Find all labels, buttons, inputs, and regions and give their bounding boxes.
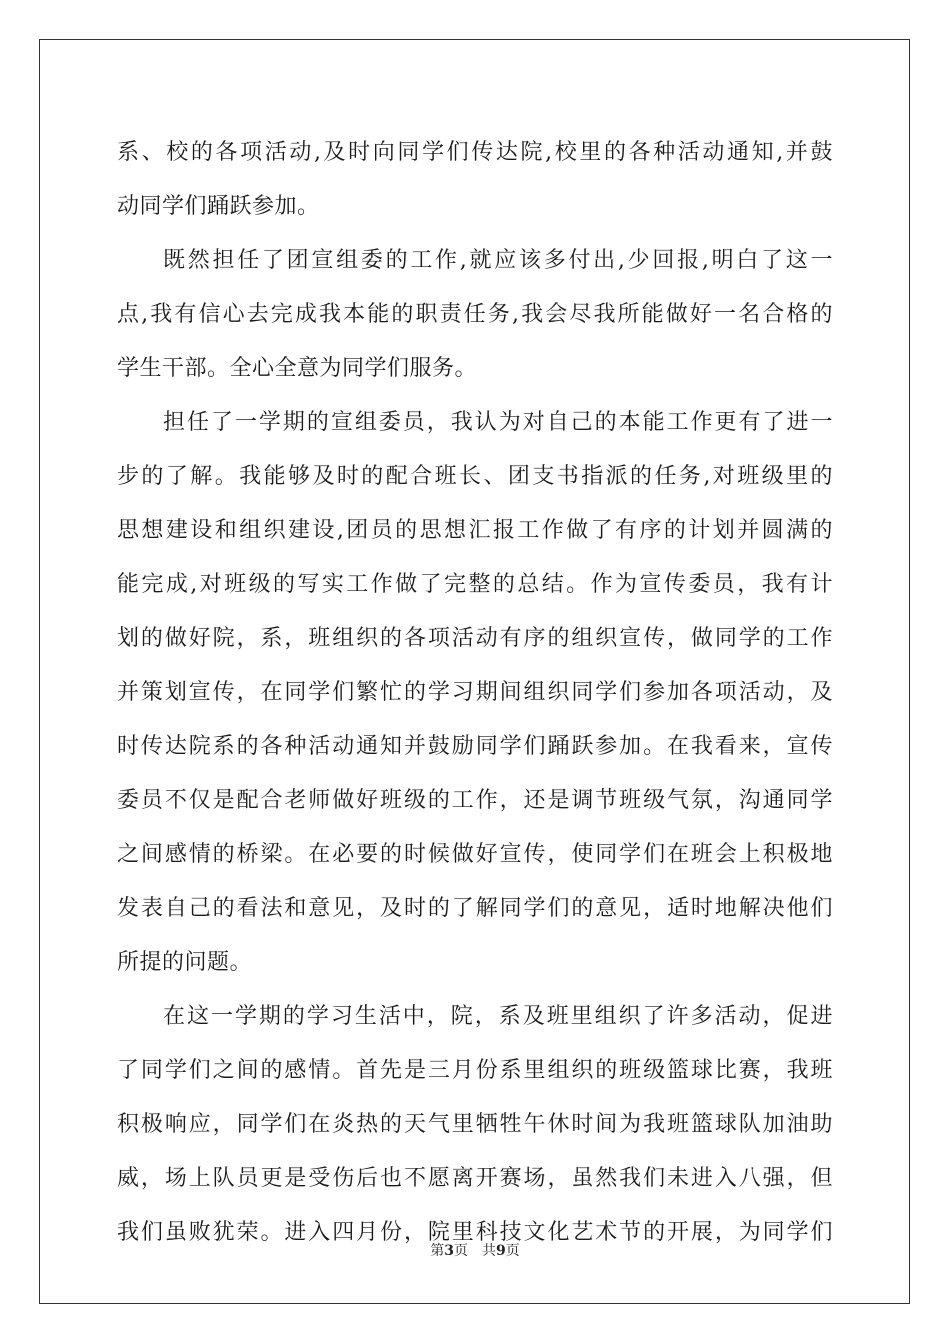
text-line: 并策划宣传，在同学们繁忙的学习期间组织同学们参加各项活动，及 [117,680,833,705]
paragraph-first-line: 在这一学期的学习生活中，院，系及班里组织了许多活动，促进 [163,1004,833,1029]
paragraph-first-line: 既然担任了团宣组委的工作,就应该多付出,少回报,明白了这一 [163,248,833,273]
total-prefix: 共 [482,1243,496,1259]
text-line: 系、校的各项活动,及时向同学们传达院,校里的各种活动通知,并鼓 [117,140,833,165]
total-pages-number: 9 [496,1243,506,1259]
text-line: 时传达院系的各种活动通知并鼓励同学们踊跃参加。在我看来，宣传 [117,734,833,759]
page-footer [0,1240,950,1260]
text-line: 发表自己的看法和意见，及时的了解同学们的意见，适时地解决他们 [117,896,833,921]
text-line: 我们虽败犹荣。进入四月份，院里科技文化艺术节的开展，为同学们 [117,1220,833,1245]
text-line: 点,我有信心去完成我本能的职责任务,我会尽我所能做好一名合格的 [117,302,833,327]
text-line: 学生干部。全心全意为同学们服务。 [117,356,478,381]
text-line: 积极响应，同学们在炎热的天气里牺牲午休时间为我班篮球队加油助 [117,1112,833,1137]
text-line: 动同学们踊跃参加。 [117,194,320,219]
page-prefix: 第 [430,1243,445,1259]
paragraph-first-line: 担任了一学期的宣组委员，我认为对自己的本能工作更有了进一 [163,410,833,435]
text-line: 思想建设和组织建设,团员的思想汇报工作做了有序的计划并圆满的 [117,518,833,543]
text-line: 之间感情的桥梁。在必要的时候做好宣传，使同学们在班会上积极地 [117,842,833,867]
text-line: 委员不仅是配合老师做好班级的工作，还是调节班级气氛，沟通同学 [117,788,833,813]
total-suffix: 页 [505,1243,520,1259]
text-line: 能完成,对班级的写实工作做了完整的总结。作为宣传委员，我有计 [117,572,833,597]
text-line: 了同学们之间的感情。首先是三月份系里组织的班级篮球比赛，我班 [117,1058,833,1083]
text-line: 步的了解。我能够及时的配合班长、团支书指派的任务,对班级里的 [117,464,833,489]
text-line: 划的做好院，系，班组织的各项活动有序的组织宣传，做同学的工作 [117,626,833,651]
text-line: 所提的问题。 [117,950,253,975]
text-line: 威，场上队员更是受伤后也不愿离开赛场，虽然我们未进入八强，但 [117,1166,833,1191]
document-body [117,126,833,1260]
current-page-number: 3 [444,1243,454,1259]
page-suffix: 页 [454,1243,468,1259]
